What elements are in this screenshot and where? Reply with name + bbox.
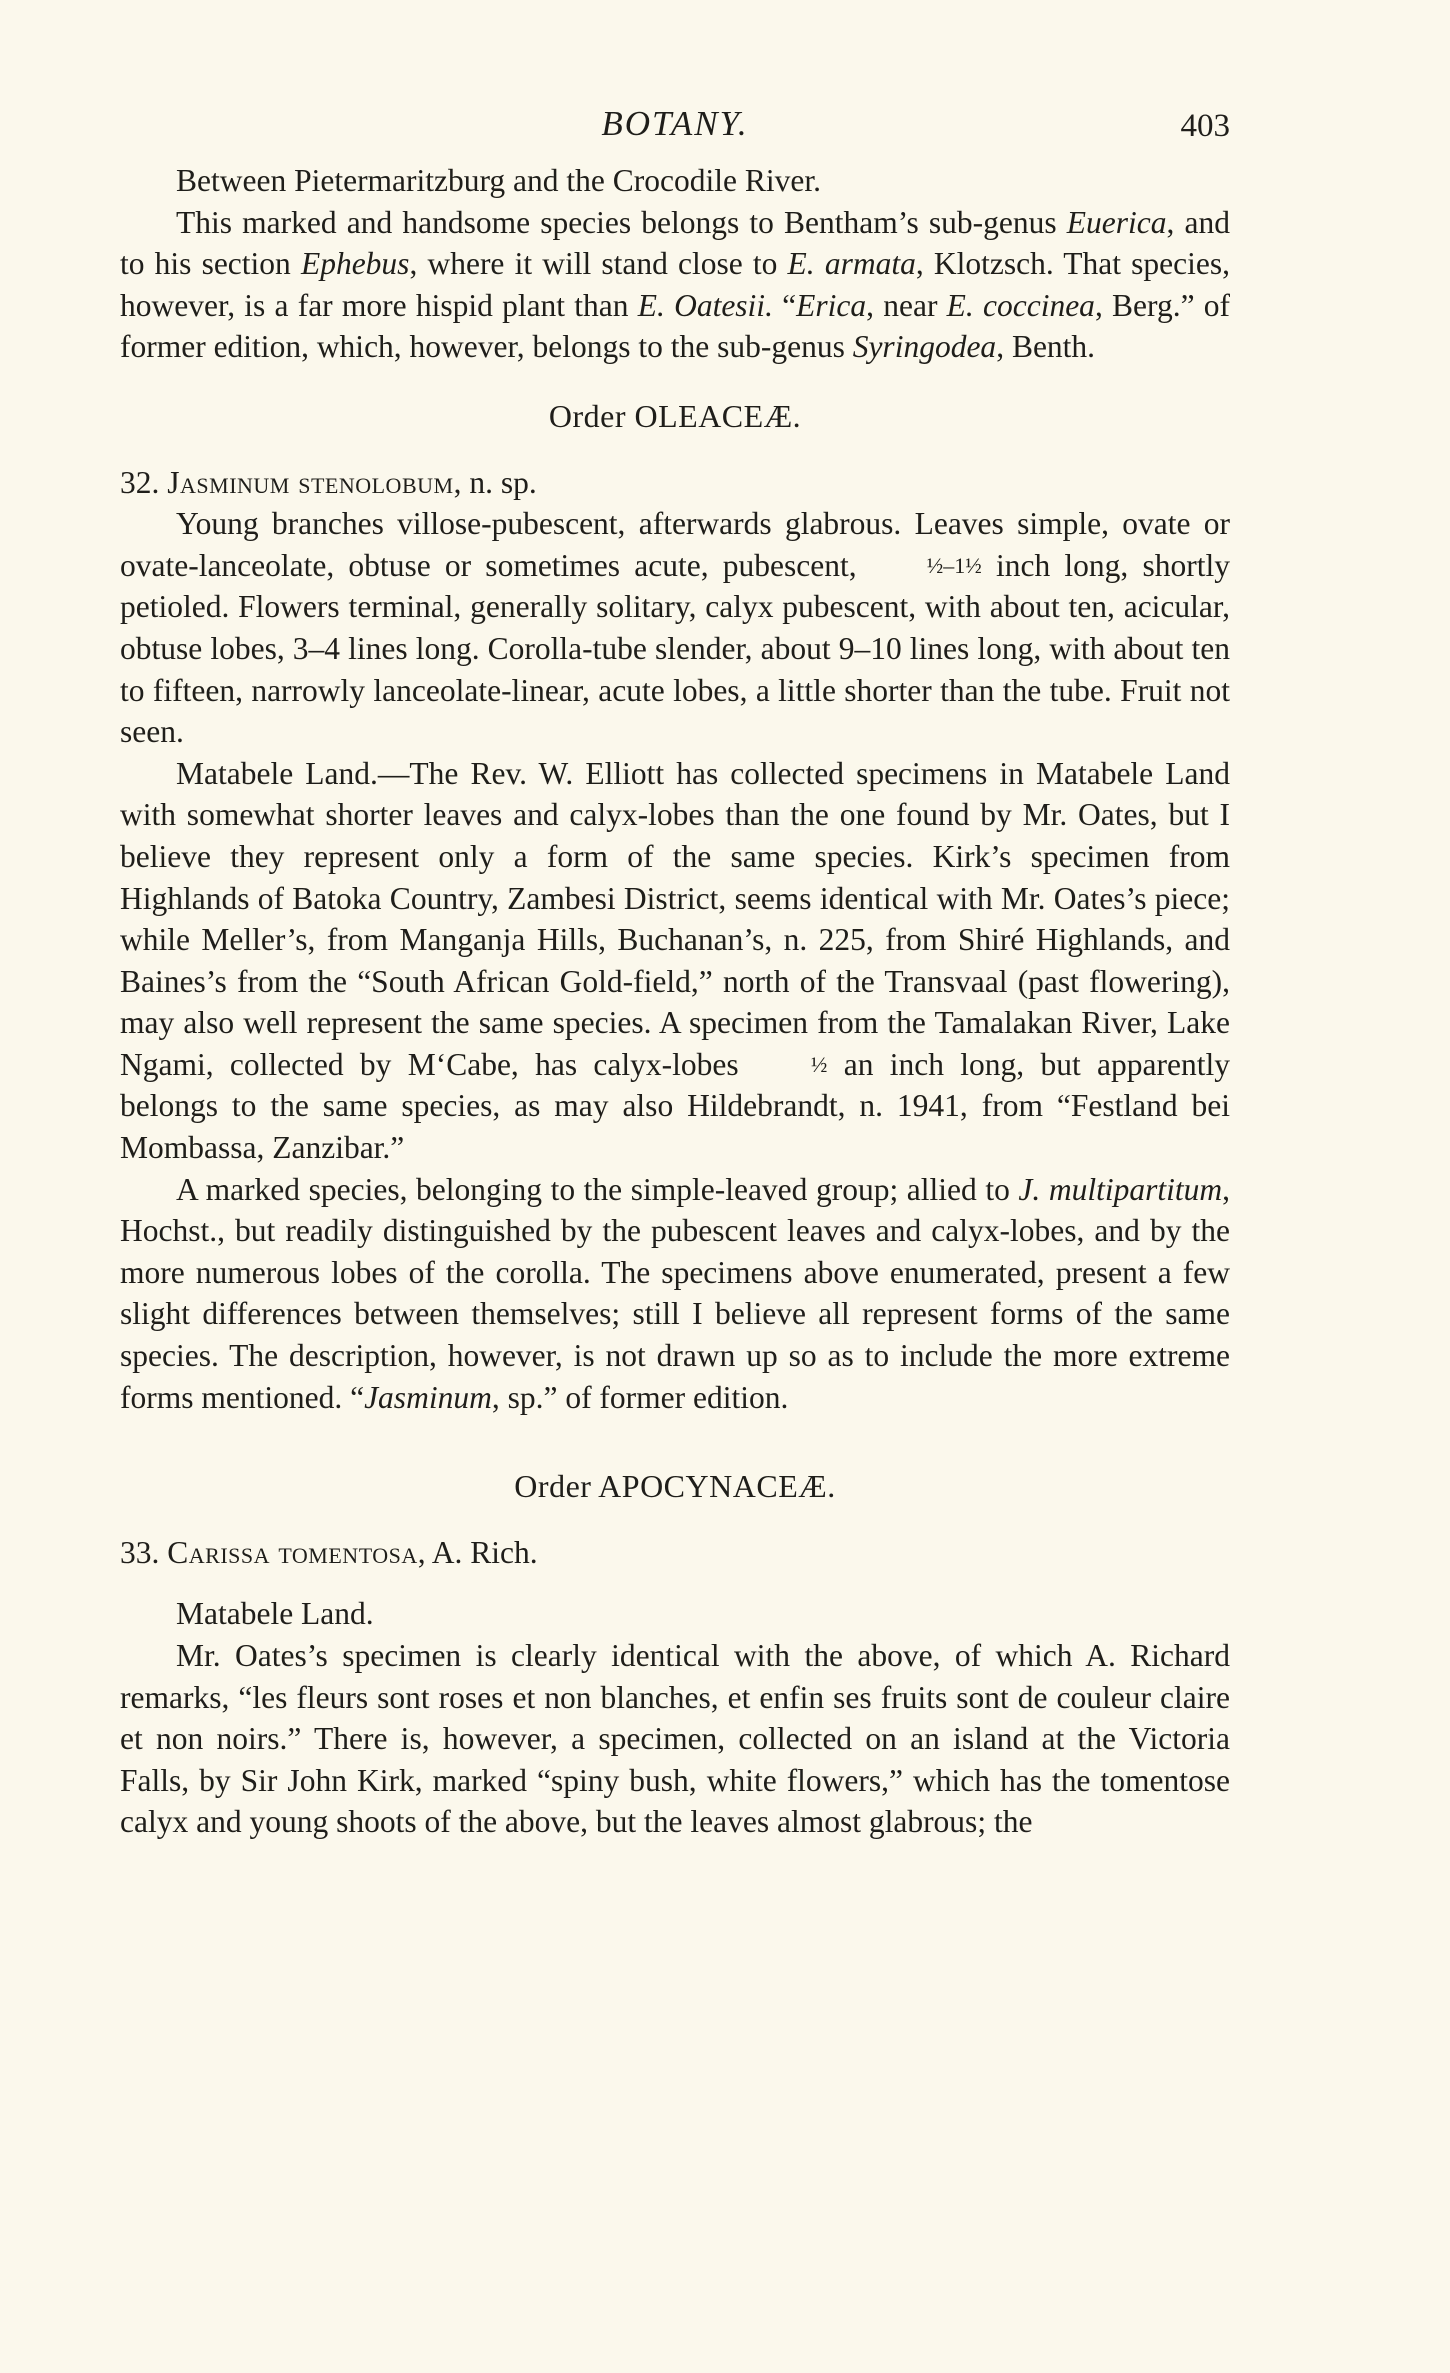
body-text [120,160,1230,1843]
species-heading-33: 33. Carissa tomentosa, A. Rich. [120,1534,538,1570]
taxon-name: Syringodea [852,329,997,365]
paragraph-carissa-locality: Matabele Land. [176,1596,374,1632]
taxon-name: E. armata [787,246,916,282]
order-heading-apocynaceae: Order APOCYNACEÆ. [514,1468,836,1505]
paragraph-erica-remarks: This marked and handsome species belongs to Bentham’s sub-genus Euerica, and to his section Ephebus, where it will stand close to E. armata, Klotzsch. That species, however, is a far more hispid plant than E. Oatesii. “Erica, near E. coccinea, Berg.” of former edition, which, however, belongs to the sub-genus Syringodea, Benth. [120,204,1231,365]
taxon-name: J. multipartitum [1018,1171,1223,1207]
fraction: ½–1½ [926,552,982,578]
paragraph-carissa-remarks: Mr. Oates’s specimen is clearly identical with the above, of which A. Richard remarks, “les fleurs sont roses et non blanches, et enfin ses fruits sont de couleur claire et non noirs.” There is, however, a specimen, collected on an island at the Victoria Falls, by Sir John Kirk, marked “spiny bush, white flowers,” which has the tomentose calyx and young shoots of the above, but the leaves almost glabrous; the [120,1638,1230,1840]
paragraph-jasminum-remarks: A marked species, belonging to the simple-leaved group; allied to J. multipartitum, Hochst., but readily distinguished by the pubescent leaves and calyx-lobes, and by the more numerous lobes of the corolla. The specimens above enumerated, present a few slight differences between themselves; still I believe all represent forms of the same species. The description, however, is not drawn up so as to include the more extreme forms mentioned. “Jasminum, sp.” of former edition. [120,1171,1230,1415]
species-heading-32: 32. Jasminum stenolobum, n. sp. [120,464,537,500]
taxon-name: Euerica [1066,204,1167,240]
taxon-name: E. coccinea [946,287,1095,323]
fraction: ½ [810,1051,828,1077]
taxon-name: E. Oatesii. [637,287,773,323]
order-heading-oleaceae: Order OLEACEÆ. [548,397,802,434]
species-name: Jasminum stenolobum [167,464,454,500]
taxon-name: Jasminum [364,1379,492,1415]
page-header [120,100,1230,160]
taxon-name: Erica [796,287,867,323]
paragraph-locality: Between Pietermaritzburg and the Crocodile River. [176,163,821,198]
book-page [120,100,1230,1843]
paragraph-jasminum-localities: Matabele Land.—The Rev. W. Elliott has collected specimens in Matabele Land with somewhat shorter leaves and calyx-lobes than the one found by Mr. Oates, but I believe they represent only a form of the same species. Kirk’s specimen from Highlands of Batoka Country, Zambesi District, seems identical with Mr. Oates’s piece; while Meller’s, from Manganja Hills, Buchanan’s, n. 225, from Shiré Highlands, and Baines’s from the “South African Gold-field,” north of the Transvaal (past flowering), may also well represent the same species. A specimen from the Tamalakan River, Lake Ngami, collected by M‘Cabe, has calyx-lobes ½ an inch long, but apparently belongs to the same species, as may also Hildebrandt, n. 1941, from “Festland bei Mombassa, Zanzibar.” [120,755,1230,1166]
taxon-name: Ephebus [300,246,410,282]
species-name: Carissa tomentosa [167,1534,418,1570]
paragraph-jasminum-description: Young branches villose-pubescent, afterwards glabrous. Leaves simple, ovate or ovate-lanceolate, obtuse or sometimes acute, pubescent, ½–1½ inch long, shortly petioled. Flowers terminal, generally solitary, calyx pubescent, with about ten, acicular, obtuse lobes, 3–4 lines long. Corolla-tube slender, about 9–10 lines long, with about ten to fifteen, narrowly lanceolate-linear, acute lobes, a little shorter than the tube. Fruit not seen. [120,506,1230,750]
page-number: 403 [1180,108,1230,144]
running-head: BOTANY. [601,104,749,143]
